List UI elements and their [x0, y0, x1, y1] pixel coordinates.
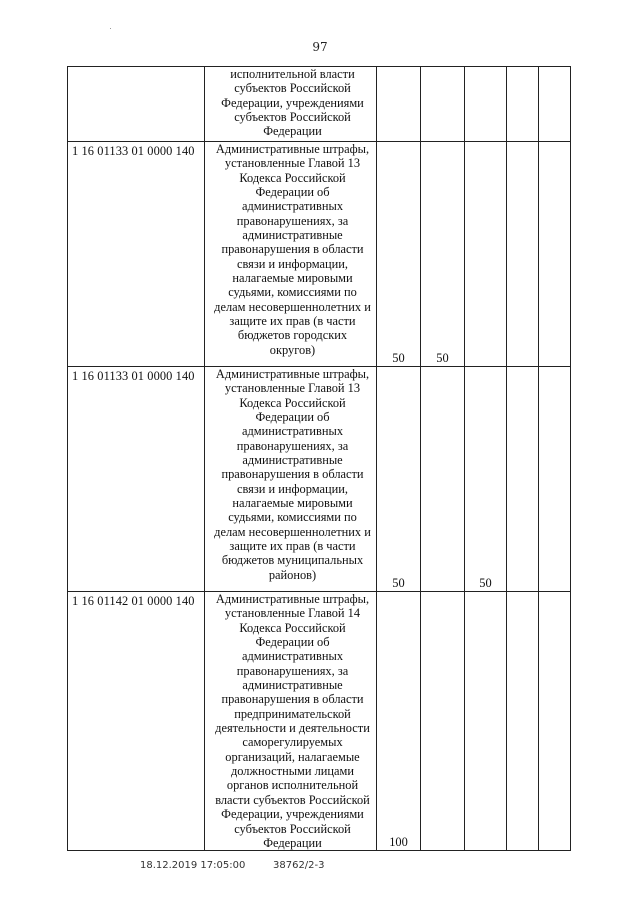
value-cell-1: 100	[377, 592, 421, 851]
revenue-table	[67, 66, 571, 851]
description-line: Административные штрафы,	[215, 592, 370, 606]
description-line: административные	[242, 228, 343, 243]
description-line: деятельности и деятельности	[215, 721, 370, 736]
value-cell-1	[377, 67, 421, 142]
description-line: правонарушения в области	[221, 242, 364, 257]
value-cell-3	[465, 592, 507, 851]
description-line: административные	[242, 453, 343, 468]
description-line: судьями, комиссиями по	[228, 285, 357, 300]
value-cell-5	[539, 142, 571, 367]
footer-timestamp: 18.12.2019 17:05:00	[140, 860, 246, 871]
value-cell-1: 50	[377, 367, 421, 592]
value-cell-2: 50	[421, 142, 465, 367]
description-line: саморегулируемых	[242, 735, 343, 750]
description-line: налагаемые мировыми	[232, 496, 353, 511]
description-line: административные	[242, 678, 343, 693]
value-cell-3	[465, 142, 507, 367]
value-cell-5	[539, 67, 571, 142]
description-line: исполнительной власти	[230, 67, 355, 81]
table-row	[68, 67, 571, 142]
description-line: налагаемые мировыми	[232, 271, 353, 286]
value-cell-5	[539, 592, 571, 851]
value-cell-4	[507, 367, 539, 592]
description-line: установленные Главой 13	[224, 156, 361, 171]
kbk-code-cell: 1 16 01142 01 0000 140	[68, 592, 205, 851]
description-line: защите их прав (в части	[229, 539, 356, 554]
description-line: правонарушения в области	[221, 692, 364, 707]
value-cell-3	[465, 67, 507, 142]
table-row	[68, 367, 571, 592]
description-line: бюджетов городских	[237, 328, 348, 343]
value-cell-2	[421, 67, 465, 142]
description-line: делам несовершеннолетних и	[214, 524, 371, 539]
description-line: административных	[241, 424, 344, 439]
description-line: Кодекса Российской	[239, 395, 346, 410]
description-line: защите их прав (в части	[229, 314, 356, 329]
table-body	[68, 67, 571, 851]
description-cell	[205, 367, 377, 592]
description-line: Федерации, учреждениями	[221, 807, 364, 822]
description-cell	[205, 67, 377, 142]
description-line: судьями, комиссиями по	[228, 510, 357, 525]
description-line: должностными лицами	[230, 764, 355, 779]
description-line: Кодекса Российской	[239, 170, 346, 185]
description-line: предпринимательской	[234, 706, 351, 721]
description-line: субъектов Российской	[234, 821, 351, 836]
table-row	[68, 142, 571, 367]
value-cell-2	[421, 367, 465, 592]
description-line: установленные Главой 13	[224, 381, 361, 396]
kbk-code-cell: 1 16 01133 01 0000 140	[68, 142, 205, 367]
table-row	[68, 592, 571, 851]
description-line: районов)	[268, 567, 317, 582]
scan-speck	[110, 28, 111, 29]
footer-document-id: 38762/2-3	[273, 860, 325, 871]
description-line: бюджетов муниципальных	[221, 553, 364, 568]
description-cell	[205, 592, 377, 851]
description-line: Кодекса Российской	[239, 620, 346, 635]
value-cell-4	[507, 142, 539, 367]
value-cell-1: 50	[377, 142, 421, 367]
description-line: правонарушениях, за	[236, 663, 349, 678]
description-line: субъектов Российской	[234, 110, 351, 125]
description-line: Федерации об	[255, 185, 330, 200]
description-line: правонарушения в области	[221, 467, 364, 482]
description-line: связи и информации,	[237, 256, 348, 271]
description-line: административных	[241, 649, 344, 664]
description-line: Административные штрафы,	[215, 142, 370, 156]
description-line: административных	[241, 199, 344, 214]
value-cell-4	[507, 592, 539, 851]
description-line: Федерации, учреждениями	[221, 95, 364, 110]
value-cell-5	[539, 367, 571, 592]
description-line: округов)	[269, 342, 316, 357]
description-line: связи и информации,	[237, 481, 348, 496]
value-cell-2	[421, 592, 465, 851]
description-line: власти субъектов Российской	[215, 792, 370, 807]
value-cell-4	[507, 67, 539, 142]
description-cell	[205, 142, 377, 367]
description-line: субъектов Российской	[234, 81, 351, 96]
page-number: 97	[312, 40, 328, 54]
description-line: правонарушениях, за	[236, 213, 349, 228]
description-line: Федерации об	[255, 410, 330, 425]
description-line: Федерации	[263, 124, 322, 139]
description-line: правонарушениях, за	[236, 438, 349, 453]
description-line: организаций, налагаемые	[225, 749, 360, 764]
description-line: Федерации об	[255, 635, 330, 650]
kbk-code-cell	[68, 67, 205, 142]
description-line: Федерации	[263, 835, 322, 850]
kbk-code-cell: 1 16 01133 01 0000 140	[68, 367, 205, 592]
description-line: Административные штрафы,	[215, 367, 370, 381]
description-line: делам несовершеннолетних и	[214, 299, 371, 314]
description-line: органов исполнительной	[226, 778, 359, 793]
value-cell-3: 50	[465, 367, 507, 592]
description-line: установленные Главой 14	[224, 606, 361, 621]
